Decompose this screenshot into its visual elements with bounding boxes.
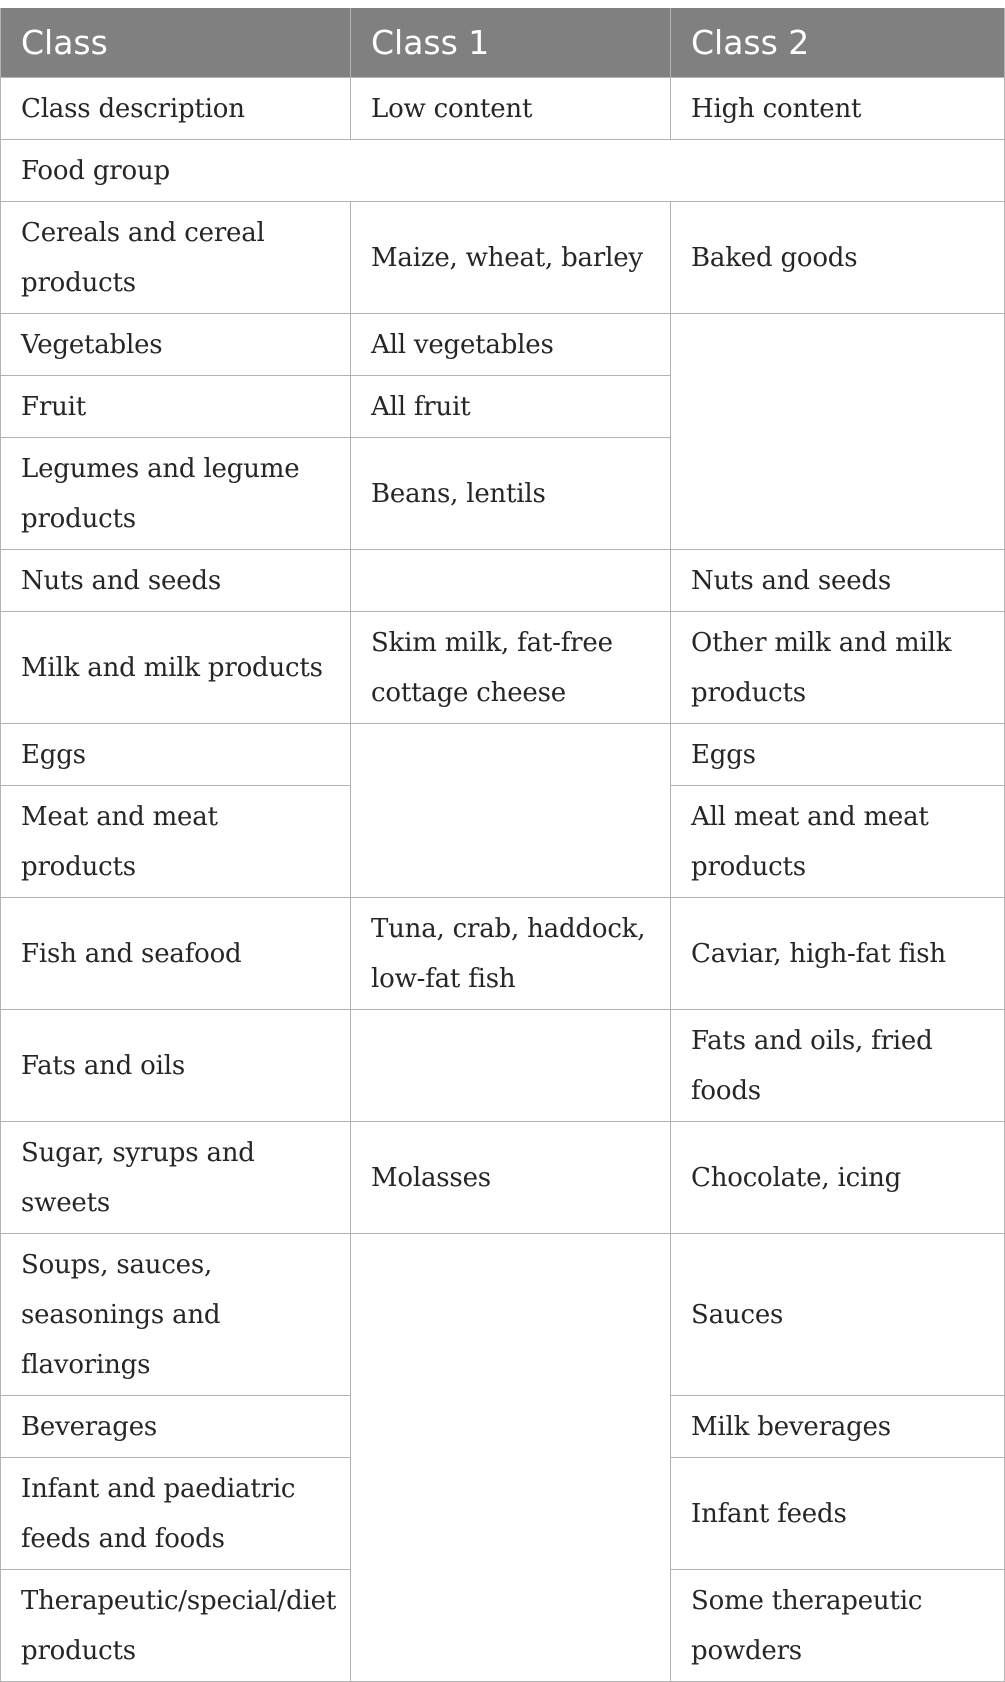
- class-2-cell: [671, 313, 1005, 549]
- table-row: [1, 611, 1005, 723]
- class-1-cell: [351, 549, 671, 611]
- class-2-cell: Milk beverages: [671, 1395, 1005, 1457]
- row-label: Fruit: [1, 375, 351, 437]
- class-2-cell: Caviar, high-fat fish: [671, 897, 1005, 1009]
- class-2-cell: Some therapeutic powders: [671, 1569, 1005, 1681]
- class-1-cell: Low content: [351, 77, 671, 139]
- class-2-cell: Chocolate, icing: [671, 1121, 1005, 1233]
- table-row: [1, 77, 1005, 139]
- row-label: Vegetables: [1, 313, 351, 375]
- row-label: Eggs: [1, 723, 351, 785]
- food-classification-table: [0, 8, 1005, 1682]
- class-2-cell: Sauces: [671, 1233, 1005, 1395]
- table-row: [1, 313, 1005, 375]
- table-row: [1, 723, 1005, 785]
- header-class-2: Class 2: [671, 8, 1005, 77]
- class-1-cell: Tuna, crab, haddock, low-fat fish: [351, 897, 671, 1009]
- table-row: [1, 1121, 1005, 1233]
- row-label: Cereals and cereal products: [1, 201, 351, 313]
- row-label: Infant and paediatric feeds and foods: [1, 1457, 351, 1569]
- row-label: Nuts and seeds: [1, 549, 351, 611]
- header-class: Class: [1, 8, 351, 77]
- class-2-cell: Other milk and milk products: [671, 611, 1005, 723]
- row-label: Fats and oils: [1, 1009, 351, 1121]
- class-2-cell: Eggs: [671, 723, 1005, 785]
- row-label: Beverages: [1, 1395, 351, 1457]
- class-1-cell: [351, 1233, 671, 1681]
- class-2-cell: Baked goods: [671, 201, 1005, 313]
- row-label: Class description: [1, 77, 351, 139]
- class-1-cell: Skim milk, fat-free cottage cheese: [351, 611, 671, 723]
- row-label: Sugar, syrups and sweets: [1, 1121, 351, 1233]
- class-1-cell: All vegetables: [351, 313, 671, 375]
- table-row: [1, 1009, 1005, 1121]
- row-label: Milk and milk products: [1, 611, 351, 723]
- table-row: [1, 897, 1005, 1009]
- header-row: [1, 8, 1005, 77]
- table-row: [1, 549, 1005, 611]
- class-1-cell: [351, 723, 671, 897]
- class-1-cell: Beans, lentils: [351, 437, 671, 549]
- row-label: Fish and seafood: [1, 897, 351, 1009]
- header-class-1: Class 1: [351, 8, 671, 77]
- row-label: Therapeutic/special/diet products: [1, 1569, 351, 1681]
- row-label: Legumes and legume products: [1, 437, 351, 549]
- class-1-cell: Molasses: [351, 1121, 671, 1233]
- class-1-cell: [351, 1009, 671, 1121]
- row-label: Meat and meat products: [1, 785, 351, 897]
- class-1-cell: All fruit: [351, 375, 671, 437]
- table-row: [1, 201, 1005, 313]
- table-row: [1, 1233, 1005, 1395]
- table-row: [1, 139, 1005, 201]
- class-2-cell: All meat and meat products: [671, 785, 1005, 897]
- class-1-cell: Maize, wheat, barley: [351, 201, 671, 313]
- class-2-cell: Nuts and seeds: [671, 549, 1005, 611]
- class-2-cell: Fats and oils, fried foods: [671, 1009, 1005, 1121]
- class-2-cell: Infant feeds: [671, 1457, 1005, 1569]
- row-label: Soups, sauces, seasonings and flavorings: [1, 1233, 351, 1395]
- food-group-section-label: Food group: [1, 139, 1005, 201]
- class-2-cell: High content: [671, 77, 1005, 139]
